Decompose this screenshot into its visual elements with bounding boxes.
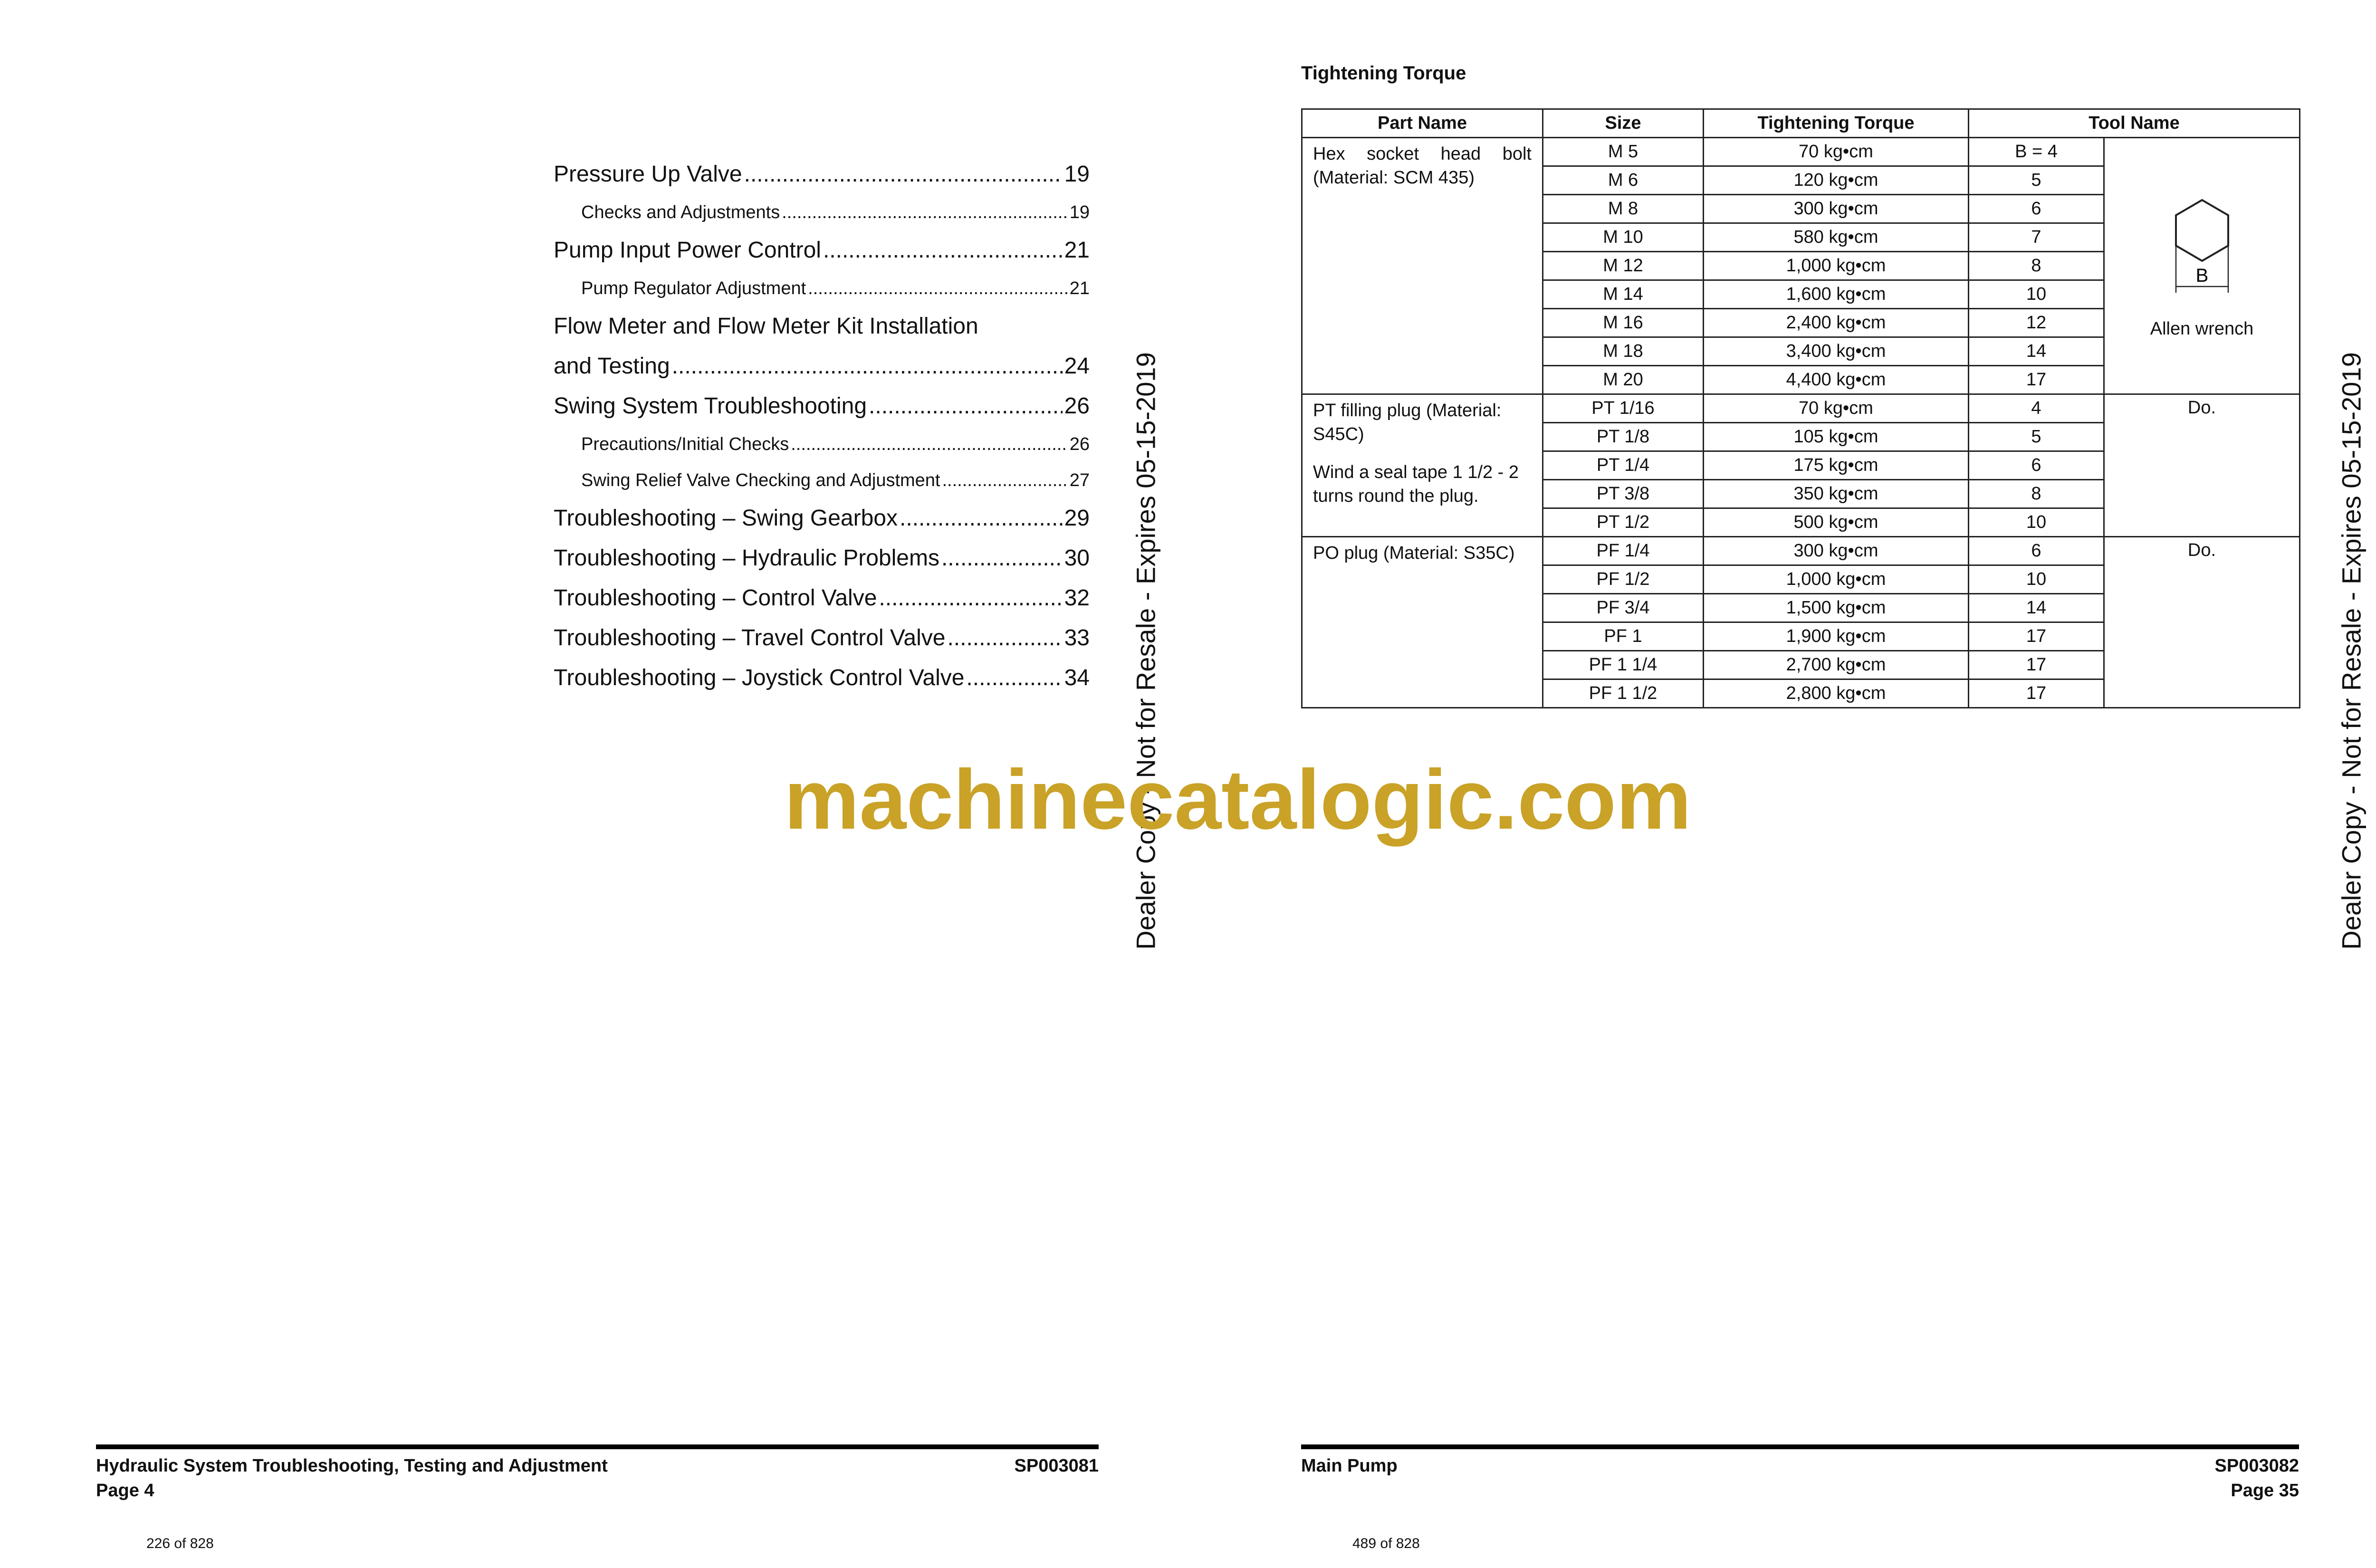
size-cell: M 6 <box>1543 166 1704 195</box>
toc-leader-dots <box>941 538 1063 578</box>
toc-entry <box>554 194 1090 230</box>
toc-entry <box>554 538 1090 578</box>
size-cell: M 16 <box>1543 309 1704 337</box>
footer-right-page-count: 489 of 828 <box>1352 1536 1420 1551</box>
hex-socket-b-icon <box>2166 195 2238 314</box>
header-part-name: Part Name <box>1302 109 1543 138</box>
b-size-cell: 14 <box>1969 594 2104 622</box>
footer-left-page-count: 226 of 828 <box>146 1536 214 1551</box>
toc-entry-page: 34 <box>1064 665 1090 690</box>
b-size-cell: 8 <box>1969 252 2104 280</box>
toc-entry-page: 29 <box>1064 506 1090 531</box>
tool-name: Do. <box>2187 540 2216 560</box>
b-size-cell: 5 <box>1969 423 2104 451</box>
header-tool-name: Tool Name <box>1969 109 2300 138</box>
size-cell: PF 1 1/2 <box>1543 679 1704 708</box>
toc-leader-dots <box>672 346 1063 386</box>
toc-leader-dots <box>782 194 1067 230</box>
footer-rule-right <box>1301 1444 2299 1449</box>
allen-wrench-figure <box>2105 195 2299 339</box>
size-cell: PF 3/4 <box>1543 594 1704 622</box>
dealer-copy-watermark-right: Dealer Copy - Not for Resale - Expires 05-15-2019 <box>2336 352 2366 950</box>
hex-b-label: B <box>2195 265 2208 286</box>
size-cell: M 5 <box>1543 138 1704 166</box>
dealer-copy-watermark-center: Dealer Copy - Not for Resale - Expires 05-15-2019 <box>1131 352 1161 950</box>
torque-cell: 105 kg•cm <box>1704 423 1969 451</box>
toc-entry-title: Troubleshooting – Hydraulic Problems <box>554 545 939 571</box>
toc-entry-page: 33 <box>1064 625 1090 650</box>
toc-entry-title: Troubleshooting – Swing Gearbox <box>554 506 898 531</box>
toc-leader-dots <box>791 426 1068 462</box>
footer-left-title: Hydraulic System Troubleshooting, Testing and Adjustment <box>96 1456 608 1476</box>
torque-cell: 70 kg•cm <box>1704 394 1969 423</box>
torque-cell: 350 kg•cm <box>1704 480 1969 508</box>
part-name-cell <box>1302 394 1543 537</box>
toc-entry-page: 24 <box>1064 354 1090 379</box>
size-cell: PF 1/4 <box>1543 537 1704 565</box>
toc-entry-page: 26 <box>1069 434 1090 454</box>
b-size-cell: 17 <box>1969 651 2104 679</box>
footer-right-code: SP003082 <box>2214 1456 2299 1476</box>
torque-cell: 300 kg•cm <box>1704 537 1969 565</box>
b-size-cell: 10 <box>1969 280 2104 309</box>
part-name: Hex socket head bolt (Material: SCM 435) <box>1313 144 1532 188</box>
toc-entry-title: Troubleshooting – Travel Control Valve <box>554 625 946 650</box>
footer-left-page: Page 4 <box>96 1481 154 1501</box>
toc-entry-title: Swing System Troubleshooting <box>554 393 867 419</box>
part-name: PT filling plug (Material: S45C) <box>1313 401 1502 444</box>
toc-entry <box>554 306 1090 346</box>
toc-leader-dots <box>966 658 1062 698</box>
torque-cell: 1,500 kg•cm <box>1704 594 1969 622</box>
torque-cell: 1,000 kg•cm <box>1704 252 1969 280</box>
toc-leader-dots <box>744 154 1063 194</box>
site-watermark: machinecatalogic.com <box>784 752 1692 847</box>
tool-name: Allen wrench <box>2150 319 2254 339</box>
torque-table <box>1301 108 2300 708</box>
b-size-cell: 4 <box>1969 394 2104 423</box>
toc-entry-title: Checks and Adjustments <box>581 202 780 222</box>
size-cell: M 8 <box>1543 195 1704 223</box>
b-size-cell: 17 <box>1969 622 2104 651</box>
tool-name-cell <box>2104 537 2300 708</box>
toc-entry <box>554 346 1090 386</box>
toc-entry <box>554 426 1090 462</box>
b-size-cell: 10 <box>1969 565 2104 594</box>
torque-table-header <box>1302 109 2300 138</box>
torque-cell: 3,400 kg•cm <box>1704 337 1969 366</box>
size-cell: M 18 <box>1543 337 1704 366</box>
torque-cell: 2,400 kg•cm <box>1704 309 1969 337</box>
b-size-cell: B = 4 <box>1969 138 2104 166</box>
toc-entry <box>554 270 1090 306</box>
footer-left-code: SP003081 <box>1014 1456 1099 1476</box>
b-size-cell: 10 <box>1969 508 2104 537</box>
toc-leader-dots <box>869 386 1063 426</box>
part-name-cell <box>1302 138 1543 394</box>
size-cell: M 12 <box>1543 252 1704 280</box>
size-cell: PF 1 <box>1543 622 1704 651</box>
size-cell: PT 1/2 <box>1543 508 1704 537</box>
torque-cell: 120 kg•cm <box>1704 166 1969 195</box>
toc-leader-dots <box>879 578 1062 618</box>
toc-entry <box>554 578 1090 618</box>
tool-name-cell <box>2104 138 2300 394</box>
toc-entry <box>554 498 1090 538</box>
toc-entry-page: 32 <box>1064 585 1090 611</box>
part-name: PO plug (Material: S35C) <box>1313 543 1515 563</box>
toc-entry-page: 27 <box>1069 470 1090 490</box>
torque-cell: 175 kg•cm <box>1704 451 1969 480</box>
table-row <box>1302 138 2300 166</box>
b-size-cell: 7 <box>1969 223 2104 252</box>
toc-entry-title: Pressure Up Valve <box>554 162 742 187</box>
size-cell: PT 1/16 <box>1543 394 1704 423</box>
toc-entry-page: 26 <box>1064 393 1090 419</box>
footer-right-title: Main Pump <box>1301 1456 1398 1476</box>
footer-right-page: Page 35 <box>2231 1481 2299 1501</box>
toc-entry-title: Precautions/Initial Checks <box>581 434 789 454</box>
torque-cell: 70 kg•cm <box>1704 138 1969 166</box>
toc-entry <box>554 618 1090 658</box>
table-row <box>1302 394 2300 423</box>
toc-entry-title: Flow Meter and Flow Meter Kit Installation <box>554 314 978 339</box>
size-cell: PF 1 1/4 <box>1543 651 1704 679</box>
toc-entry-title: and Testing <box>554 354 670 379</box>
size-cell: PT 1/8 <box>1543 423 1704 451</box>
size-cell: M 20 <box>1543 366 1704 394</box>
tool-name: Do. <box>2187 398 2216 418</box>
toc-entry-page: 21 <box>1069 278 1090 298</box>
torque-cell: 2,800 kg•cm <box>1704 679 1969 708</box>
torque-cell: 580 kg•cm <box>1704 223 1969 252</box>
torque-cell: 1,600 kg•cm <box>1704 280 1969 309</box>
toc-leader-dots <box>808 270 1068 306</box>
torque-cell: 2,700 kg•cm <box>1704 651 1969 679</box>
toc-entry <box>554 154 1090 194</box>
torque-cell: 4,400 kg•cm <box>1704 366 1969 394</box>
toc-entry <box>554 230 1090 270</box>
b-size-cell: 12 <box>1969 309 2104 337</box>
toc-entry <box>554 386 1090 426</box>
torque-cell: 1,900 kg•cm <box>1704 622 1969 651</box>
torque-cell: 500 kg•cm <box>1704 508 1969 537</box>
size-cell: PT 3/8 <box>1543 480 1704 508</box>
size-cell: M 10 <box>1543 223 1704 252</box>
toc-leader-dots <box>947 618 1062 658</box>
toc-entry-title: Troubleshooting – Control Valve <box>554 585 877 611</box>
b-size-cell: 5 <box>1969 166 2104 195</box>
part-note: Wind a seal tape 1 1/2 - 2 turns round the plug. <box>1313 462 1519 506</box>
toc-entry-title: Pump Input Power Control <box>554 238 821 263</box>
header-tightening-torque: Tightening Torque <box>1704 109 1969 138</box>
size-cell: PT 1/4 <box>1543 451 1704 480</box>
b-size-cell: 6 <box>1969 537 2104 565</box>
toc-entry-title: Pump Regulator Adjustment <box>581 278 806 298</box>
toc-entry-page: 19 <box>1064 162 1090 187</box>
part-name-cell <box>1302 537 1543 708</box>
toc-leader-dots <box>900 498 1063 538</box>
tool-name-cell <box>2104 394 2300 537</box>
toc-entry-title: Troubleshooting – Joystick Control Valve <box>554 665 965 690</box>
b-size-cell: 14 <box>1969 337 2104 366</box>
size-cell: M 14 <box>1543 280 1704 309</box>
table-row <box>1302 537 2300 565</box>
size-cell: PF 1/2 <box>1543 565 1704 594</box>
section-title: Tightening Torque <box>1301 63 1466 84</box>
table-of-contents <box>554 154 1090 698</box>
b-size-cell: 17 <box>1969 679 2104 708</box>
header-size: Size <box>1543 109 1704 138</box>
b-size-cell: 6 <box>1969 195 2104 223</box>
toc-entry <box>554 462 1090 498</box>
toc-leader-dots <box>823 230 1063 270</box>
toc-leader-dots <box>942 462 1068 498</box>
torque-cell: 1,000 kg•cm <box>1704 565 1969 594</box>
toc-entry-page: 30 <box>1064 545 1090 571</box>
b-size-cell: 17 <box>1969 366 2104 394</box>
footer-rule-left <box>96 1444 1099 1449</box>
toc-entry <box>554 658 1090 698</box>
torque-cell: 300 kg•cm <box>1704 195 1969 223</box>
b-size-cell: 8 <box>1969 480 2104 508</box>
b-size-cell: 6 <box>1969 451 2104 480</box>
toc-entry-page: 21 <box>1064 238 1090 263</box>
toc-entry-title: Swing Relief Valve Checking and Adjustment <box>581 470 940 490</box>
toc-entry-page: 19 <box>1069 202 1090 222</box>
